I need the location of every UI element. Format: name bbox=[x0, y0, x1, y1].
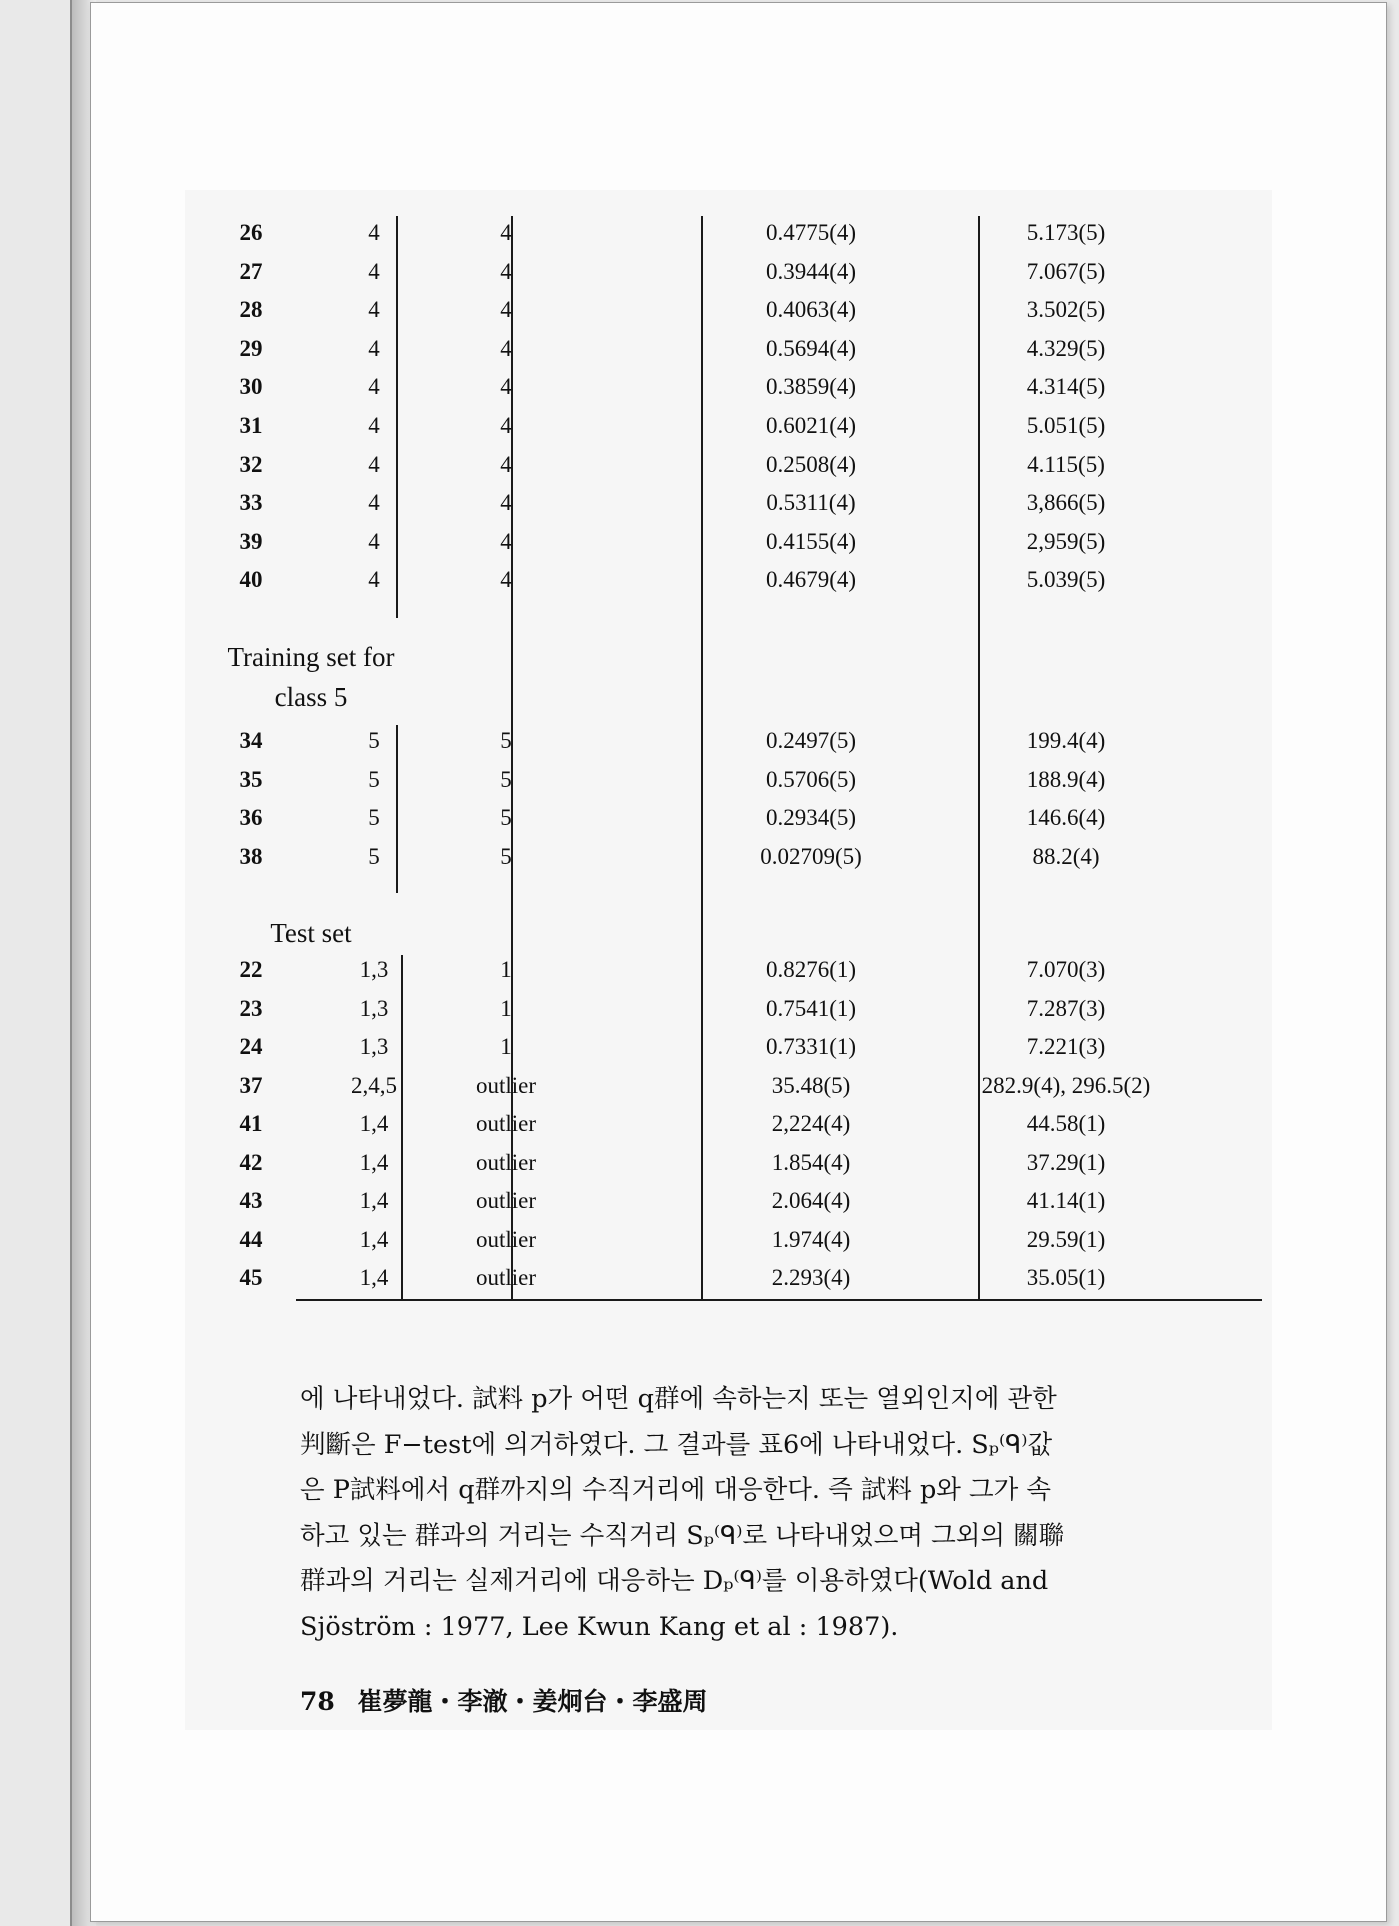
cell-d: 7.070(3) bbox=[1026, 957, 1106, 982]
table-row bbox=[206, 1034, 1266, 1070]
cell-d: 7.287(3) bbox=[1026, 995, 1106, 1021]
cell-b: 5 bbox=[500, 843, 512, 869]
cell-b: 4 bbox=[500, 528, 512, 554]
cell-d: 188.9(4) bbox=[1026, 766, 1106, 792]
cell-b: outlier bbox=[475, 1226, 537, 1252]
cell-c: 2.293(4) bbox=[771, 1265, 851, 1290]
test-set-label: Test set bbox=[270, 918, 352, 948]
cell-d: 7.067(5) bbox=[1026, 258, 1106, 284]
cell-d: 7.221(3) bbox=[1026, 1034, 1106, 1059]
cell-b: 4 bbox=[500, 258, 512, 284]
cell-c: 2.064(4) bbox=[771, 1188, 851, 1213]
table-row bbox=[206, 567, 1266, 603]
cell-d: 2,959(5) bbox=[1026, 528, 1106, 554]
cell-b: outlier bbox=[475, 1072, 537, 1098]
cell-id: 43 bbox=[239, 1188, 263, 1213]
cell-b: 4 bbox=[500, 297, 512, 323]
cell-d: 35.05(1) bbox=[1026, 1265, 1106, 1290]
cell-c: 0.2497(5) bbox=[765, 728, 857, 753]
cell-id: 38 bbox=[239, 843, 263, 869]
cell-c: 0.2934(5) bbox=[765, 805, 857, 830]
table-row bbox=[206, 996, 1266, 1032]
cell-id: 23 bbox=[239, 995, 263, 1021]
cell-a: 5 bbox=[368, 843, 380, 869]
table-row bbox=[206, 1188, 1266, 1224]
cell-id: 37 bbox=[239, 1072, 263, 1098]
cell-a: 4 bbox=[368, 335, 380, 361]
paragraph-line: Sjöström : 1977, Lee Kwun Kang et al : 1987). bbox=[300, 1611, 899, 1642]
cell-id: 45 bbox=[239, 1265, 263, 1290]
cell-b: 4 bbox=[500, 451, 512, 477]
cell-d: 4.329(5) bbox=[1026, 335, 1106, 361]
table-row bbox=[206, 1227, 1266, 1263]
cell-id: 34 bbox=[239, 728, 263, 753]
cell-d: 44.58(1) bbox=[1026, 1111, 1106, 1136]
table-row bbox=[206, 529, 1266, 565]
class5-label-line1: Training set for bbox=[227, 642, 395, 672]
cell-b: 1 bbox=[500, 957, 512, 982]
page-footer bbox=[300, 1682, 722, 1718]
cell-id: 22 bbox=[239, 957, 263, 982]
cell-b: 4 bbox=[500, 567, 512, 593]
cell-b: 4 bbox=[500, 490, 512, 516]
cell-b: 5 bbox=[500, 728, 512, 753]
cell-c: 0.2508(4) bbox=[765, 451, 857, 477]
cell-b: 1 bbox=[500, 1034, 512, 1059]
cell-a: 4 bbox=[368, 451, 380, 477]
cell-c: 0.5694(4) bbox=[765, 335, 857, 361]
cell-a: 4 bbox=[368, 258, 380, 284]
cell-b: 4 bbox=[500, 335, 512, 361]
table-row bbox=[206, 805, 1266, 841]
table-row bbox=[206, 336, 1266, 372]
cell-d: 88.2(4) bbox=[1032, 843, 1100, 869]
cell-b: outlier bbox=[475, 1188, 537, 1213]
paragraph-line: 判斷은 F−test에 의거하였다. 그 결과를 표6에 나타내었다. Sₚ⁽ᑫ⁾값 bbox=[300, 1429, 1053, 1460]
cell-c: 0.4155(4) bbox=[765, 528, 857, 554]
cell-id: 29 bbox=[239, 335, 263, 361]
cell-b: 4 bbox=[500, 413, 512, 438]
cell-c: 1.854(4) bbox=[771, 1149, 851, 1175]
paragraph-line: 群과의 거리는 실제거리에 대응하는 Dₚ⁽ᑫ⁾를 이용하였다(Wold and bbox=[300, 1566, 1049, 1596]
cell-d: 3,866(5) bbox=[1026, 490, 1106, 516]
cell-d: 199.4(4) bbox=[1026, 728, 1106, 753]
table-row bbox=[206, 1073, 1266, 1109]
cell-d: 4.115(5) bbox=[1027, 451, 1105, 477]
cell-b: outlier bbox=[475, 1265, 537, 1290]
cell-b: 5 bbox=[500, 766, 512, 792]
cell-id: 30 bbox=[239, 374, 263, 400]
page-number: 78 bbox=[300, 1687, 335, 1716]
cell-c: 2,224(4) bbox=[771, 1111, 851, 1136]
class5-label-line2: class 5 bbox=[274, 682, 348, 712]
cell-d: 37.29(1) bbox=[1026, 1149, 1106, 1175]
cell-a: 1,3 bbox=[359, 995, 389, 1021]
cell-id: 39 bbox=[239, 528, 263, 554]
cell-b: outlier bbox=[475, 1149, 537, 1175]
cell-b: 1 bbox=[500, 995, 512, 1021]
cell-a: 1,3 bbox=[359, 1034, 389, 1059]
table-row bbox=[206, 957, 1266, 993]
cell-d: 3.502(5) bbox=[1026, 297, 1106, 323]
cell-id: 27 bbox=[239, 258, 263, 284]
cell-a: 4 bbox=[368, 374, 380, 400]
cell-b: outlier bbox=[475, 1111, 537, 1136]
cell-c: 0.4063(4) bbox=[765, 297, 857, 323]
cell-d: 146.6(4) bbox=[1026, 805, 1106, 830]
cell-id: 44 bbox=[239, 1226, 263, 1252]
results-table bbox=[206, 210, 1266, 1310]
cell-id: 24 bbox=[239, 1034, 263, 1059]
cell-c: 0.3859(4) bbox=[765, 374, 857, 400]
cell-a: 5 bbox=[368, 805, 380, 830]
cell-id: 31 bbox=[239, 413, 263, 438]
author-names: 崔夢龍・李澈・姜炯台・李盛周 bbox=[357, 1687, 708, 1716]
cell-c: 0.5706(5) bbox=[765, 766, 857, 792]
table-row bbox=[206, 767, 1266, 803]
table-row bbox=[206, 490, 1266, 526]
cell-a: 1,4 bbox=[359, 1265, 389, 1290]
cell-b: 4 bbox=[500, 220, 512, 245]
cell-a: 4 bbox=[368, 413, 380, 438]
cell-d: 5.039(5) bbox=[1026, 567, 1106, 593]
cell-d: 5.051(5) bbox=[1026, 413, 1106, 438]
cell-a: 2,4,5 bbox=[351, 1072, 397, 1098]
paragraph-line: 은 P試料에서 q群까지의 수직거리에 대응한다. 즉 試料 p와 그가 속 bbox=[300, 1475, 1052, 1505]
cell-c: 0.4679(4) bbox=[765, 567, 857, 593]
cell-c: 0.8276(1) bbox=[765, 957, 857, 982]
table-row bbox=[206, 728, 1266, 764]
cell-c: 0.7331(1) bbox=[765, 1034, 857, 1059]
cell-id: 41 bbox=[239, 1111, 263, 1136]
table-row bbox=[206, 220, 1266, 256]
cell-id: 33 bbox=[239, 490, 263, 516]
cell-id: 42 bbox=[239, 1149, 263, 1175]
cell-b: 5 bbox=[500, 805, 512, 830]
cell-c: 0.4775(4) bbox=[765, 220, 857, 245]
cell-a: 1,4 bbox=[359, 1188, 389, 1213]
paragraph-line: 하고 있는 群과의 거리는 수직거리 Sₚ⁽ᑫ⁾로 나타내었으며 그외의 關聯 bbox=[300, 1520, 1065, 1551]
cell-a: 5 bbox=[368, 728, 380, 753]
cell-id: 36 bbox=[239, 805, 263, 830]
cell-a: 1,3 bbox=[359, 957, 389, 982]
cell-d: 29.59(1) bbox=[1026, 1226, 1106, 1252]
table-row bbox=[206, 452, 1266, 488]
cell-c: 1.974(4) bbox=[771, 1226, 851, 1252]
class5-section-label bbox=[206, 637, 416, 717]
cell-d: 41.14(1) bbox=[1026, 1188, 1106, 1213]
cell-a: 1,4 bbox=[359, 1149, 389, 1175]
cell-d: 4.314(5) bbox=[1026, 374, 1106, 400]
cell-c: 0.3944(4) bbox=[765, 258, 857, 284]
cell-a: 1,4 bbox=[359, 1226, 389, 1252]
cell-id: 32 bbox=[239, 451, 263, 477]
cell-c: 0.02709(5) bbox=[760, 843, 862, 869]
cell-a: 4 bbox=[368, 220, 380, 245]
table-row bbox=[206, 413, 1266, 449]
cell-id: 28 bbox=[239, 297, 263, 323]
cell-id: 26 bbox=[239, 220, 263, 245]
cell-a: 1,4 bbox=[359, 1111, 389, 1136]
table-row bbox=[206, 844, 1266, 880]
table-row bbox=[206, 374, 1266, 410]
cell-a: 5 bbox=[368, 766, 380, 792]
table-row bbox=[206, 259, 1266, 295]
cell-id: 40 bbox=[239, 567, 263, 593]
cell-c: 0.6021(4) bbox=[765, 413, 857, 438]
cell-c: 0.5311(4) bbox=[766, 490, 856, 516]
cell-c: 0.7541(1) bbox=[765, 995, 857, 1021]
body-paragraph bbox=[300, 1377, 1270, 1650]
table-row bbox=[206, 1265, 1266, 1301]
cell-a: 4 bbox=[368, 567, 380, 593]
table-row bbox=[206, 1111, 1266, 1147]
cell-d: 282.9(4), 296.5(2) bbox=[981, 1072, 1151, 1098]
paragraph-line: 에 나타내었다. 試料 p가 어떤 q群에 속하는지 또는 열외인지에 관한 bbox=[300, 1384, 1057, 1414]
cell-d: 5.173(5) bbox=[1026, 220, 1106, 245]
cell-c: 35.48(5) bbox=[771, 1072, 851, 1098]
table-row bbox=[206, 1150, 1266, 1186]
cell-id: 35 bbox=[239, 766, 263, 792]
table-row bbox=[206, 297, 1266, 333]
cell-a: 4 bbox=[368, 528, 380, 554]
cell-a: 4 bbox=[368, 297, 380, 323]
cell-b: 4 bbox=[500, 374, 512, 400]
cell-a: 4 bbox=[368, 490, 380, 516]
